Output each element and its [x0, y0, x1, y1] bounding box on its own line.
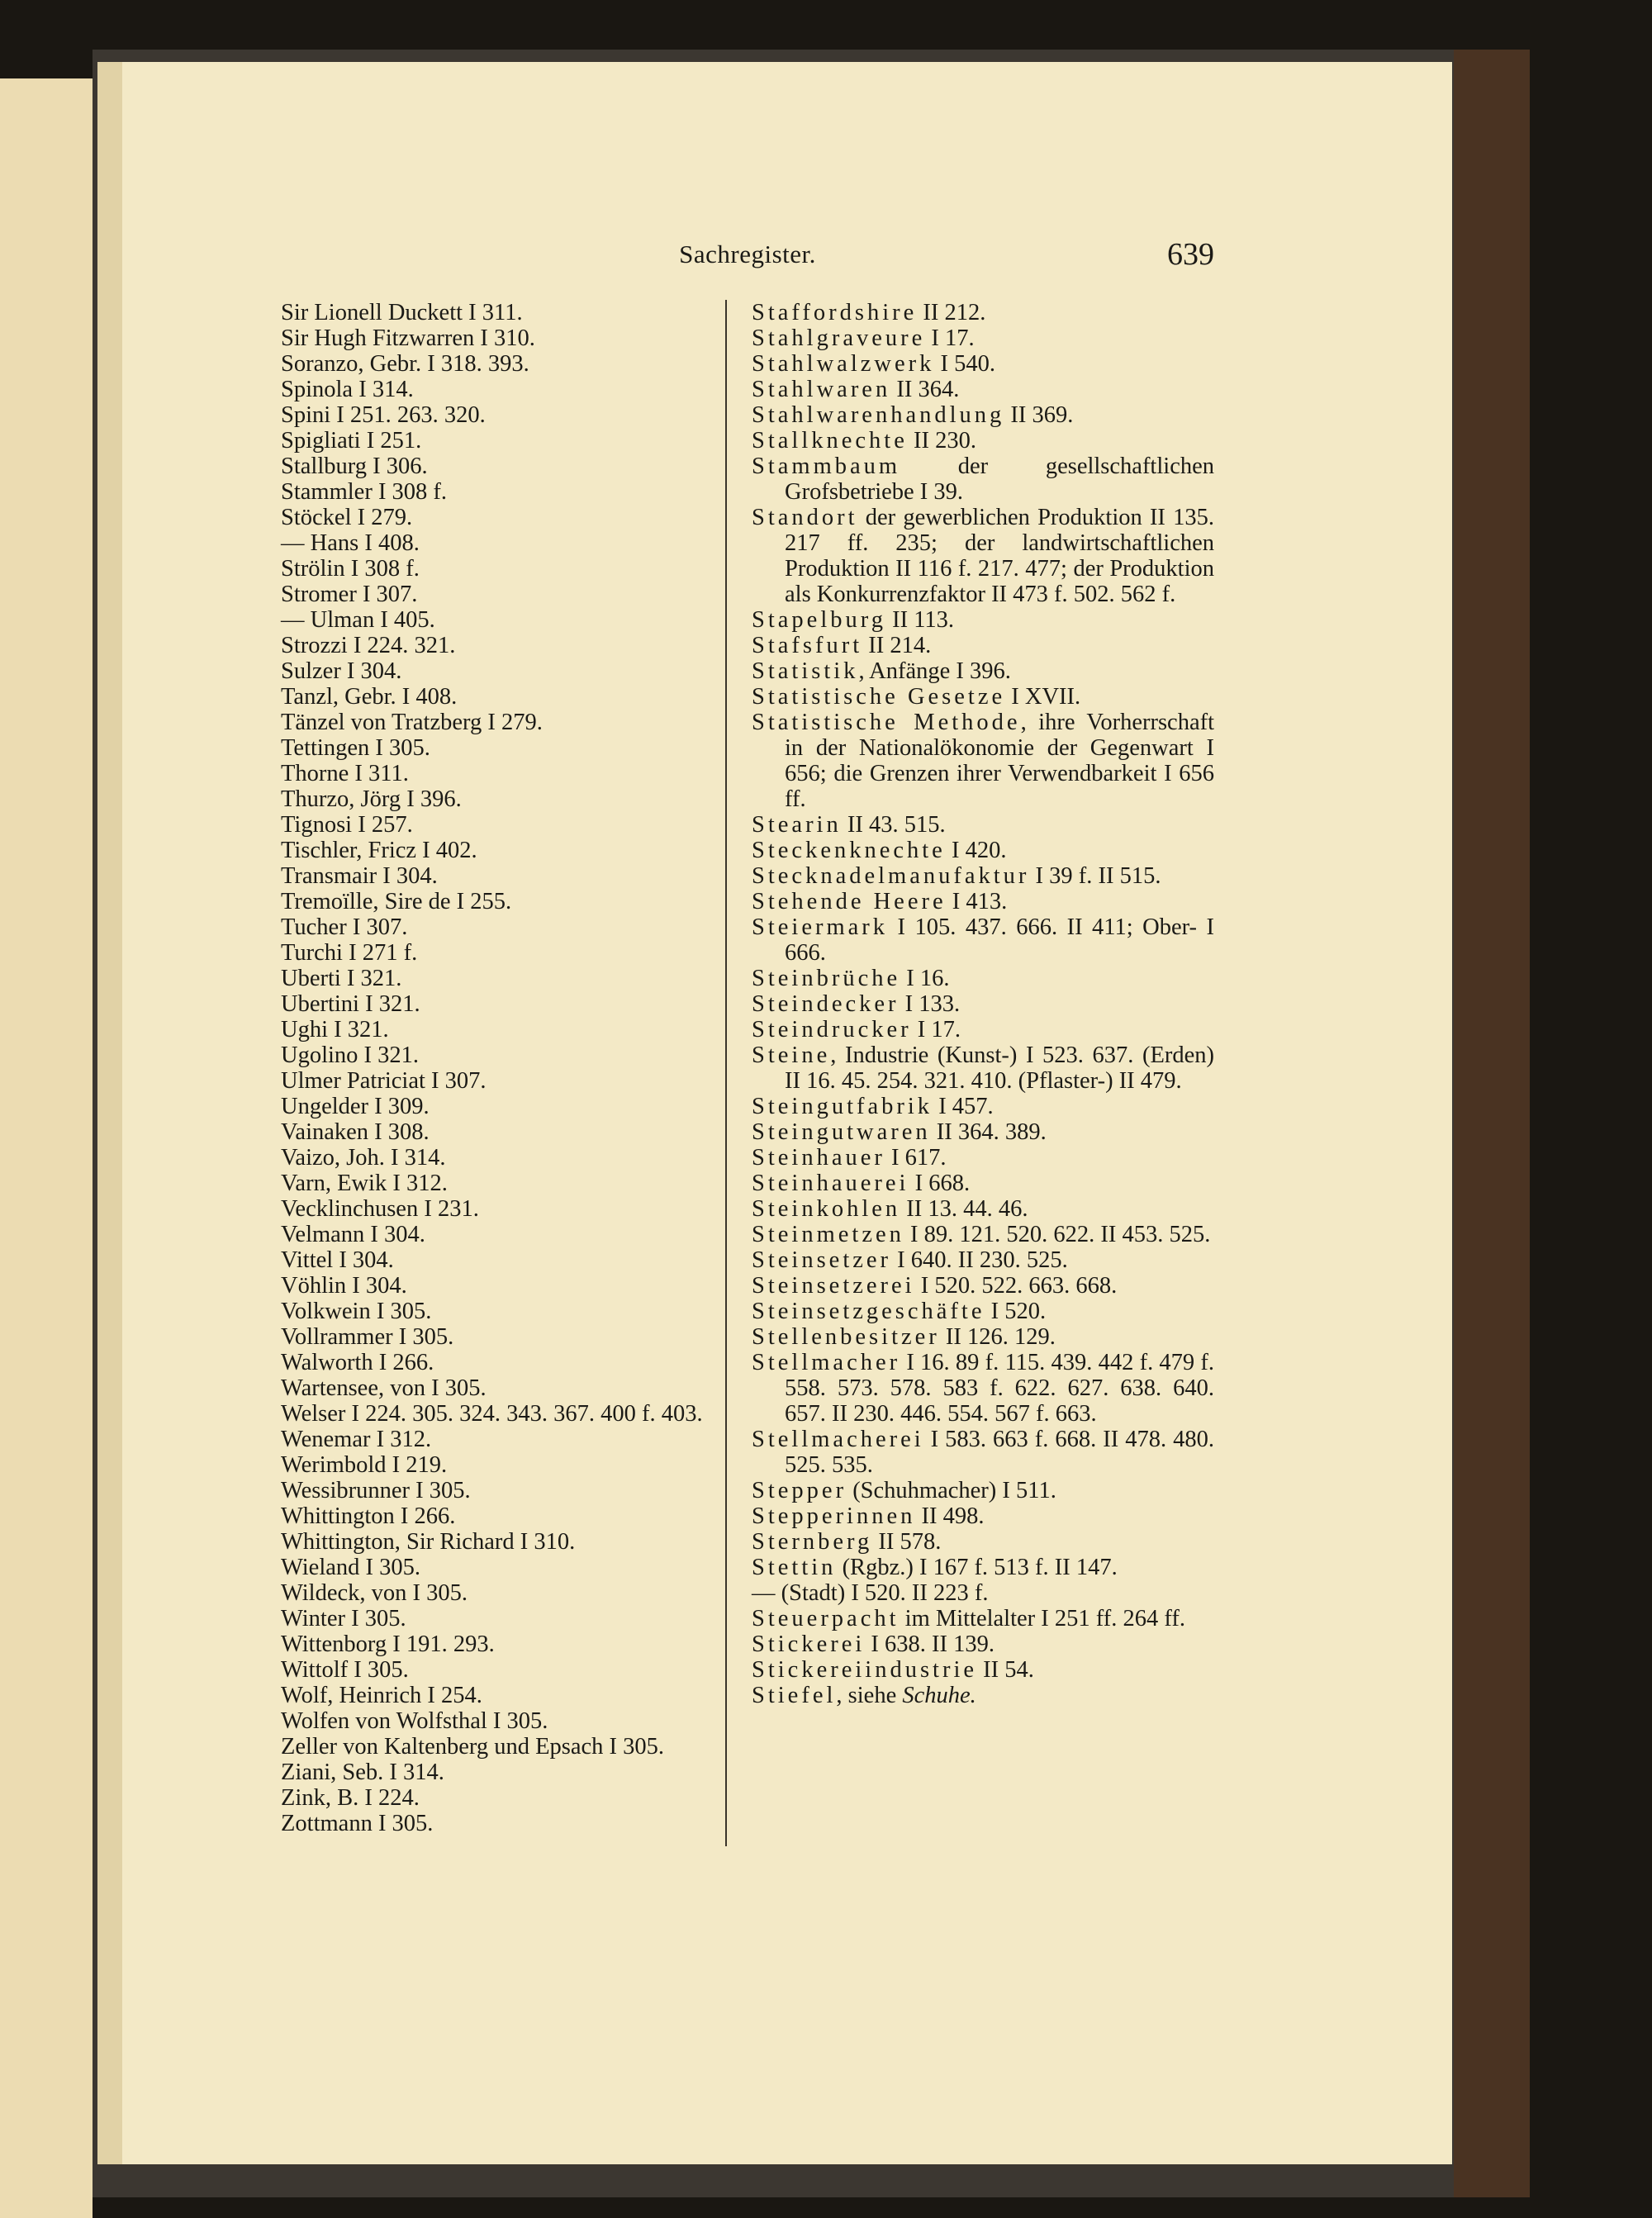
entry-term: Stearin — [752, 812, 842, 838]
entry-term: Staffordshire — [752, 300, 918, 325]
entry-references: I 520. 522. 663. 668. — [914, 1273, 1118, 1299]
index-entry: Wartensee, von I 305. — [281, 1375, 487, 1401]
index-entry: Walworth I 266. — [281, 1350, 434, 1375]
entry-term: Steinmetzen — [752, 1222, 904, 1247]
index-entry: Stammler I 308 f. — [281, 479, 448, 505]
entry-references: I 133. — [899, 991, 961, 1017]
entry-references: I 420. — [945, 838, 1007, 863]
entry-term: Steingutfabrik — [752, 1094, 933, 1119]
index-entry — [752, 966, 1214, 991]
index-entry — [752, 402, 1214, 428]
entry-term: Stickereiindustrie — [752, 1657, 978, 1683]
index-entry: Welser I 224. 305. 324. 343. 367. 400 f. 403. — [281, 1401, 703, 1427]
entry-term: Stammbaum — [752, 454, 901, 479]
index-entry — [752, 1503, 1214, 1529]
index-entry — [752, 1247, 1214, 1273]
entry-references: II 578. — [872, 1529, 942, 1555]
entry-term: Steuerpacht — [752, 1606, 900, 1631]
marbled-edge — [1454, 50, 1530, 2197]
index-entry — [752, 812, 1214, 838]
entry-references: II 13. 44. 46. — [900, 1196, 1028, 1222]
entry-references: I 583. 663 f. 668. II 478. 480. 525. 535. — [785, 1427, 1214, 1478]
entry-term: Steinhauerei — [752, 1171, 909, 1196]
index-entry: — Hans I 408. — [281, 530, 420, 556]
entry-term: Stahlgraveure — [752, 325, 926, 351]
page-number: 639 — [1167, 237, 1214, 272]
index-entry — [752, 1555, 1214, 1580]
entry-term: Stellmacherei — [752, 1427, 924, 1452]
index-entry: Wessibrunner I 305. — [281, 1478, 471, 1503]
entry-references: I 520. — [985, 1299, 1047, 1324]
entry-term: Stettin — [752, 1555, 837, 1580]
index-entry: Sir Hugh Fitzwarren I 310. — [281, 325, 535, 351]
entry-term: Stepper — [752, 1478, 847, 1503]
entry-references: I 413. — [946, 889, 1008, 914]
entry-references: der gewerblichen Produktion II 135. 217 ff. 235; der landwirtschaftlichen Produktion II 116 f. 217. 477; der Produktion als Konkurrenzfaktor II 473 f. 502. 562 f. — [785, 505, 1214, 607]
entry-references: der gesellschaftlichen Grofsbetriebe I 39. — [785, 454, 1214, 505]
index-entry: Vaizo, Joh. I 314. — [281, 1145, 446, 1171]
index-entry: Strozzi I 224. 321. — [281, 633, 456, 658]
entry-references: II 212. — [917, 300, 986, 325]
cross-reference: Schuhe. — [902, 1683, 976, 1708]
index-entry: Ugolino I 321. — [281, 1043, 420, 1068]
entry-references: , Industrie (Kunst-) I 523. 637. (Erden) II 16. 45. 254. 321. 410. (Pflaster-) II 479. — [785, 1043, 1214, 1094]
entry-term: Stapelburg — [752, 607, 886, 633]
entry-term: Stepperinnen — [752, 1503, 916, 1529]
index-entry: Stöckel I 279. — [281, 505, 413, 530]
index-entry: Zottmann I 305. — [281, 1811, 434, 1836]
running-head — [281, 237, 1214, 281]
index-entry — [752, 351, 1214, 377]
index-entry: Zeller von Kaltenberg und Epsach I 305. — [281, 1734, 665, 1760]
entry-term: Standort — [752, 505, 858, 530]
column-divider — [725, 300, 727, 1846]
entry-term: Steinbrüche — [752, 966, 901, 991]
entry-term: Statistische Methode — [752, 710, 1021, 735]
index-entry — [752, 1580, 1214, 1606]
index-entry — [752, 300, 1214, 325]
index-entry — [752, 1657, 1214, 1683]
entry-references: II 43. 515. — [841, 812, 946, 838]
entry-term: Steindrucker — [752, 1017, 912, 1043]
index-entry — [752, 684, 1214, 710]
entry-references: I 39 f. II 515. — [1029, 863, 1161, 889]
entry-references: II 364. — [890, 377, 960, 402]
index-entry — [752, 428, 1214, 454]
index-entry: Strölin I 308 f. — [281, 556, 420, 582]
entry-term: Steinhauer — [752, 1145, 885, 1171]
index-entry: Wittolf I 305. — [281, 1657, 409, 1683]
entry-term: Steindecker — [752, 991, 900, 1017]
index-column-left — [281, 300, 727, 1836]
index-entry — [752, 1606, 1214, 1631]
index-entry: Vollrammer I 305. — [281, 1324, 454, 1350]
entry-term: Stickerei — [752, 1631, 866, 1657]
entry-term: Statistik — [752, 658, 859, 684]
index-entry — [752, 1196, 1214, 1222]
index-entry — [752, 1171, 1214, 1196]
index-entry: Wittenborg I 191. 293. — [281, 1631, 495, 1657]
entry-term: Steingutwaren — [752, 1119, 931, 1145]
index-entry — [752, 1324, 1214, 1350]
index-entry: Uberti I 321. — [281, 966, 402, 991]
index-entry: Wolfen von Wolfsthal I 305. — [281, 1708, 548, 1734]
entry-term: Stahlwarenhandlung — [752, 402, 1005, 428]
index-entry — [752, 1043, 1214, 1094]
index-entry: Ughi I 321. — [281, 1017, 389, 1043]
entry-term: Steinsetzerei — [752, 1273, 915, 1299]
entry-references: I 16. — [900, 966, 950, 991]
index-entry — [752, 1094, 1214, 1119]
entry-references: I 17. — [925, 325, 975, 351]
entry-references: , Anfänge I 396. — [858, 658, 1011, 684]
index-entry — [752, 1145, 1214, 1171]
index-entry: Spinola I 314. — [281, 377, 414, 402]
index-entry — [752, 1273, 1214, 1299]
index-entry: Sir Lionell Duckett I 311. — [281, 300, 523, 325]
index-entry — [752, 1478, 1214, 1503]
index-entry: Tänzel von Tratzberg I 279. — [281, 710, 543, 735]
index-entry — [752, 914, 1214, 966]
index-page — [281, 237, 1214, 1892]
entry-references: I 668. — [909, 1171, 971, 1196]
index-entry — [752, 454, 1214, 505]
entry-references: II 214. — [862, 633, 932, 658]
index-entry: Tettingen I 305. — [281, 735, 430, 761]
index-entry: Stromer I 307. — [281, 582, 418, 607]
entry-references: II 369. — [1004, 402, 1074, 428]
entry-term: Sternberg — [752, 1529, 873, 1555]
index-entry: Sulzer I 304. — [281, 658, 402, 684]
entry-term: Stellenbesitzer — [752, 1324, 940, 1350]
entry-references: (Schuhmacher) I 511. — [847, 1478, 1056, 1503]
index-entry: Thorne I 311. — [281, 761, 409, 786]
entry-term: Stahlwaren — [752, 377, 891, 402]
entry-term: Stallknechte — [752, 428, 908, 454]
index-entry: Winter I 305. — [281, 1606, 406, 1631]
entry-term: Stiefel — [752, 1683, 837, 1708]
index-entry: Werimbold I 219. — [281, 1452, 448, 1478]
index-entry — [752, 1350, 1214, 1427]
entry-references: I XVII. — [1005, 684, 1081, 710]
index-entry: Tischler, Fricz I 402. — [281, 838, 477, 863]
index-entry — [752, 1299, 1214, 1324]
entry-references: (Rgbz.) I 167 f. 513 f. II 147. — [836, 1555, 1118, 1580]
entry-term: Steine — [752, 1043, 831, 1068]
entry-term: Statistische Gesetze — [752, 684, 1006, 710]
entry-references: I 16. 89 f. 115. 439. 442 f. 479 f. 558. 573. 578. 583 f. 622. 627. 638. 640. 657. II 230. 446. 554. 567 f. 663. — [785, 1350, 1214, 1427]
entry-references: II 126. 129. — [939, 1324, 1056, 1350]
entry-references: I 617. — [885, 1145, 947, 1171]
index-entry — [752, 838, 1214, 863]
entry-references: I 17. — [911, 1017, 961, 1043]
index-entry — [752, 1631, 1214, 1657]
index-entry: Whittington I 266. — [281, 1503, 456, 1529]
index-entry: Tignosi I 257. — [281, 812, 413, 838]
index-entry — [752, 710, 1214, 812]
index-entry: Ubertini I 321. — [281, 991, 420, 1017]
index-entry: Vittel I 304. — [281, 1247, 394, 1273]
index-entry — [752, 1683, 1214, 1708]
index-entry: Spigliati I 251. — [281, 428, 422, 454]
index-entry: Transmair I 304. — [281, 863, 438, 889]
entry-references: — (Stadt) I 520. II 223 f. — [752, 1580, 989, 1606]
index-entry — [752, 658, 1214, 684]
entry-references: II 230. — [907, 428, 976, 454]
entry-references: I 640. II 230. 525. — [891, 1247, 1068, 1273]
entry-references: II 364. 389. — [930, 1119, 1047, 1145]
index-entry: Wildeck, von I 305. — [281, 1580, 468, 1606]
entry-term: Stafsfurt — [752, 633, 863, 658]
index-entry: Wolf, Heinrich I 254. — [281, 1683, 482, 1708]
index-entry: Vainaken I 308. — [281, 1119, 430, 1145]
index-entry: Tremoïlle, Sire de I 255. — [281, 889, 512, 914]
entry-term: Stecknadelmanufaktur — [752, 863, 1030, 889]
index-entry — [752, 1119, 1214, 1145]
entry-references: I 105. 437. 666. II 411; Ober- I 666. — [785, 914, 1214, 966]
index-entry — [752, 991, 1214, 1017]
index-entry: Volkwein I 305. — [281, 1299, 432, 1324]
index-entry — [752, 1017, 1214, 1043]
index-entry: Ziani, Seb. I 314. — [281, 1760, 444, 1785]
index-entry — [752, 325, 1214, 351]
entry-term: Steinsetzer — [752, 1247, 892, 1273]
page-title: Sachregister. — [679, 240, 816, 268]
index-entry: — Ulman I 405. — [281, 607, 435, 633]
index-entry: Wenemar I 312. — [281, 1427, 432, 1452]
index-entry: Varn, Ewik I 312. — [281, 1171, 448, 1196]
entry-references: , ihre Vorherrschaft in der Nationalökonomie der Gegenwart I 656; die Grenzen ihrer Verwendbarkeit I 656 ff. — [785, 710, 1214, 812]
index-entry — [752, 633, 1214, 658]
entry-term: Stellmacher — [752, 1350, 901, 1375]
index-entry — [752, 505, 1214, 607]
entry-references: II 113. — [885, 607, 955, 633]
page-gutter-shade — [97, 62, 122, 2164]
entry-references: II 498. — [915, 1503, 985, 1529]
index-entry: Thurzo, Jörg I 396. — [281, 786, 462, 812]
index-entry — [752, 1222, 1214, 1247]
index-entry: Turchi I 271 f. — [281, 940, 418, 966]
index-entry: Tucher I 307. — [281, 914, 408, 940]
index-entry — [752, 863, 1214, 889]
index-entry — [752, 607, 1214, 633]
index-entry — [752, 1427, 1214, 1478]
index-entry: Wieland I 305. — [281, 1555, 421, 1580]
index-column-right — [752, 300, 1214, 1708]
entry-references: I 89. 121. 520. 622. II 453. 525. — [904, 1222, 1211, 1247]
index-entry: Whittington, Sir Richard I 310. — [281, 1529, 576, 1555]
index-entry — [752, 1529, 1214, 1555]
index-entry: Spini I 251. 263. 320. — [281, 402, 486, 428]
index-entry: Stallburg I 306. — [281, 454, 428, 479]
index-entry: Tanzl, Gebr. I 408. — [281, 684, 458, 710]
entry-term: Steckenknechte — [752, 838, 946, 863]
index-entry: Soranzo, Gebr. I 318. 393. — [281, 351, 529, 377]
entry-references: I 457. — [933, 1094, 994, 1119]
entry-term: Steinsetzgeschäfte — [752, 1299, 985, 1324]
entry-references: , siehe — [836, 1683, 903, 1708]
entry-references: im Mittelalter I 251 ff. 264 ff. — [899, 1606, 1185, 1631]
index-entry: Velmann I 304. — [281, 1222, 425, 1247]
entry-term: Steinkohlen — [752, 1196, 901, 1222]
index-entry: Ulmer Patriciat I 307. — [281, 1068, 487, 1094]
entry-references: I 638. II 139. — [865, 1631, 995, 1657]
entry-term: Stahlwalzwerk — [752, 351, 935, 377]
entry-references: II 54. — [977, 1657, 1034, 1683]
index-entry: Vöhlin I 304. — [281, 1273, 407, 1299]
previous-page-edge — [0, 78, 93, 2218]
index-entry: Zink, B. I 224. — [281, 1785, 420, 1811]
entry-term: Stehende Heere — [752, 889, 947, 914]
index-entry: Ungelder I 309. — [281, 1094, 430, 1119]
index-entry — [752, 377, 1214, 402]
entry-references: I 540. — [934, 351, 995, 377]
index-entry: Vecklinchusen I 231. — [281, 1196, 479, 1222]
index-entry — [752, 889, 1214, 914]
entry-term: Steiermark — [752, 914, 889, 940]
